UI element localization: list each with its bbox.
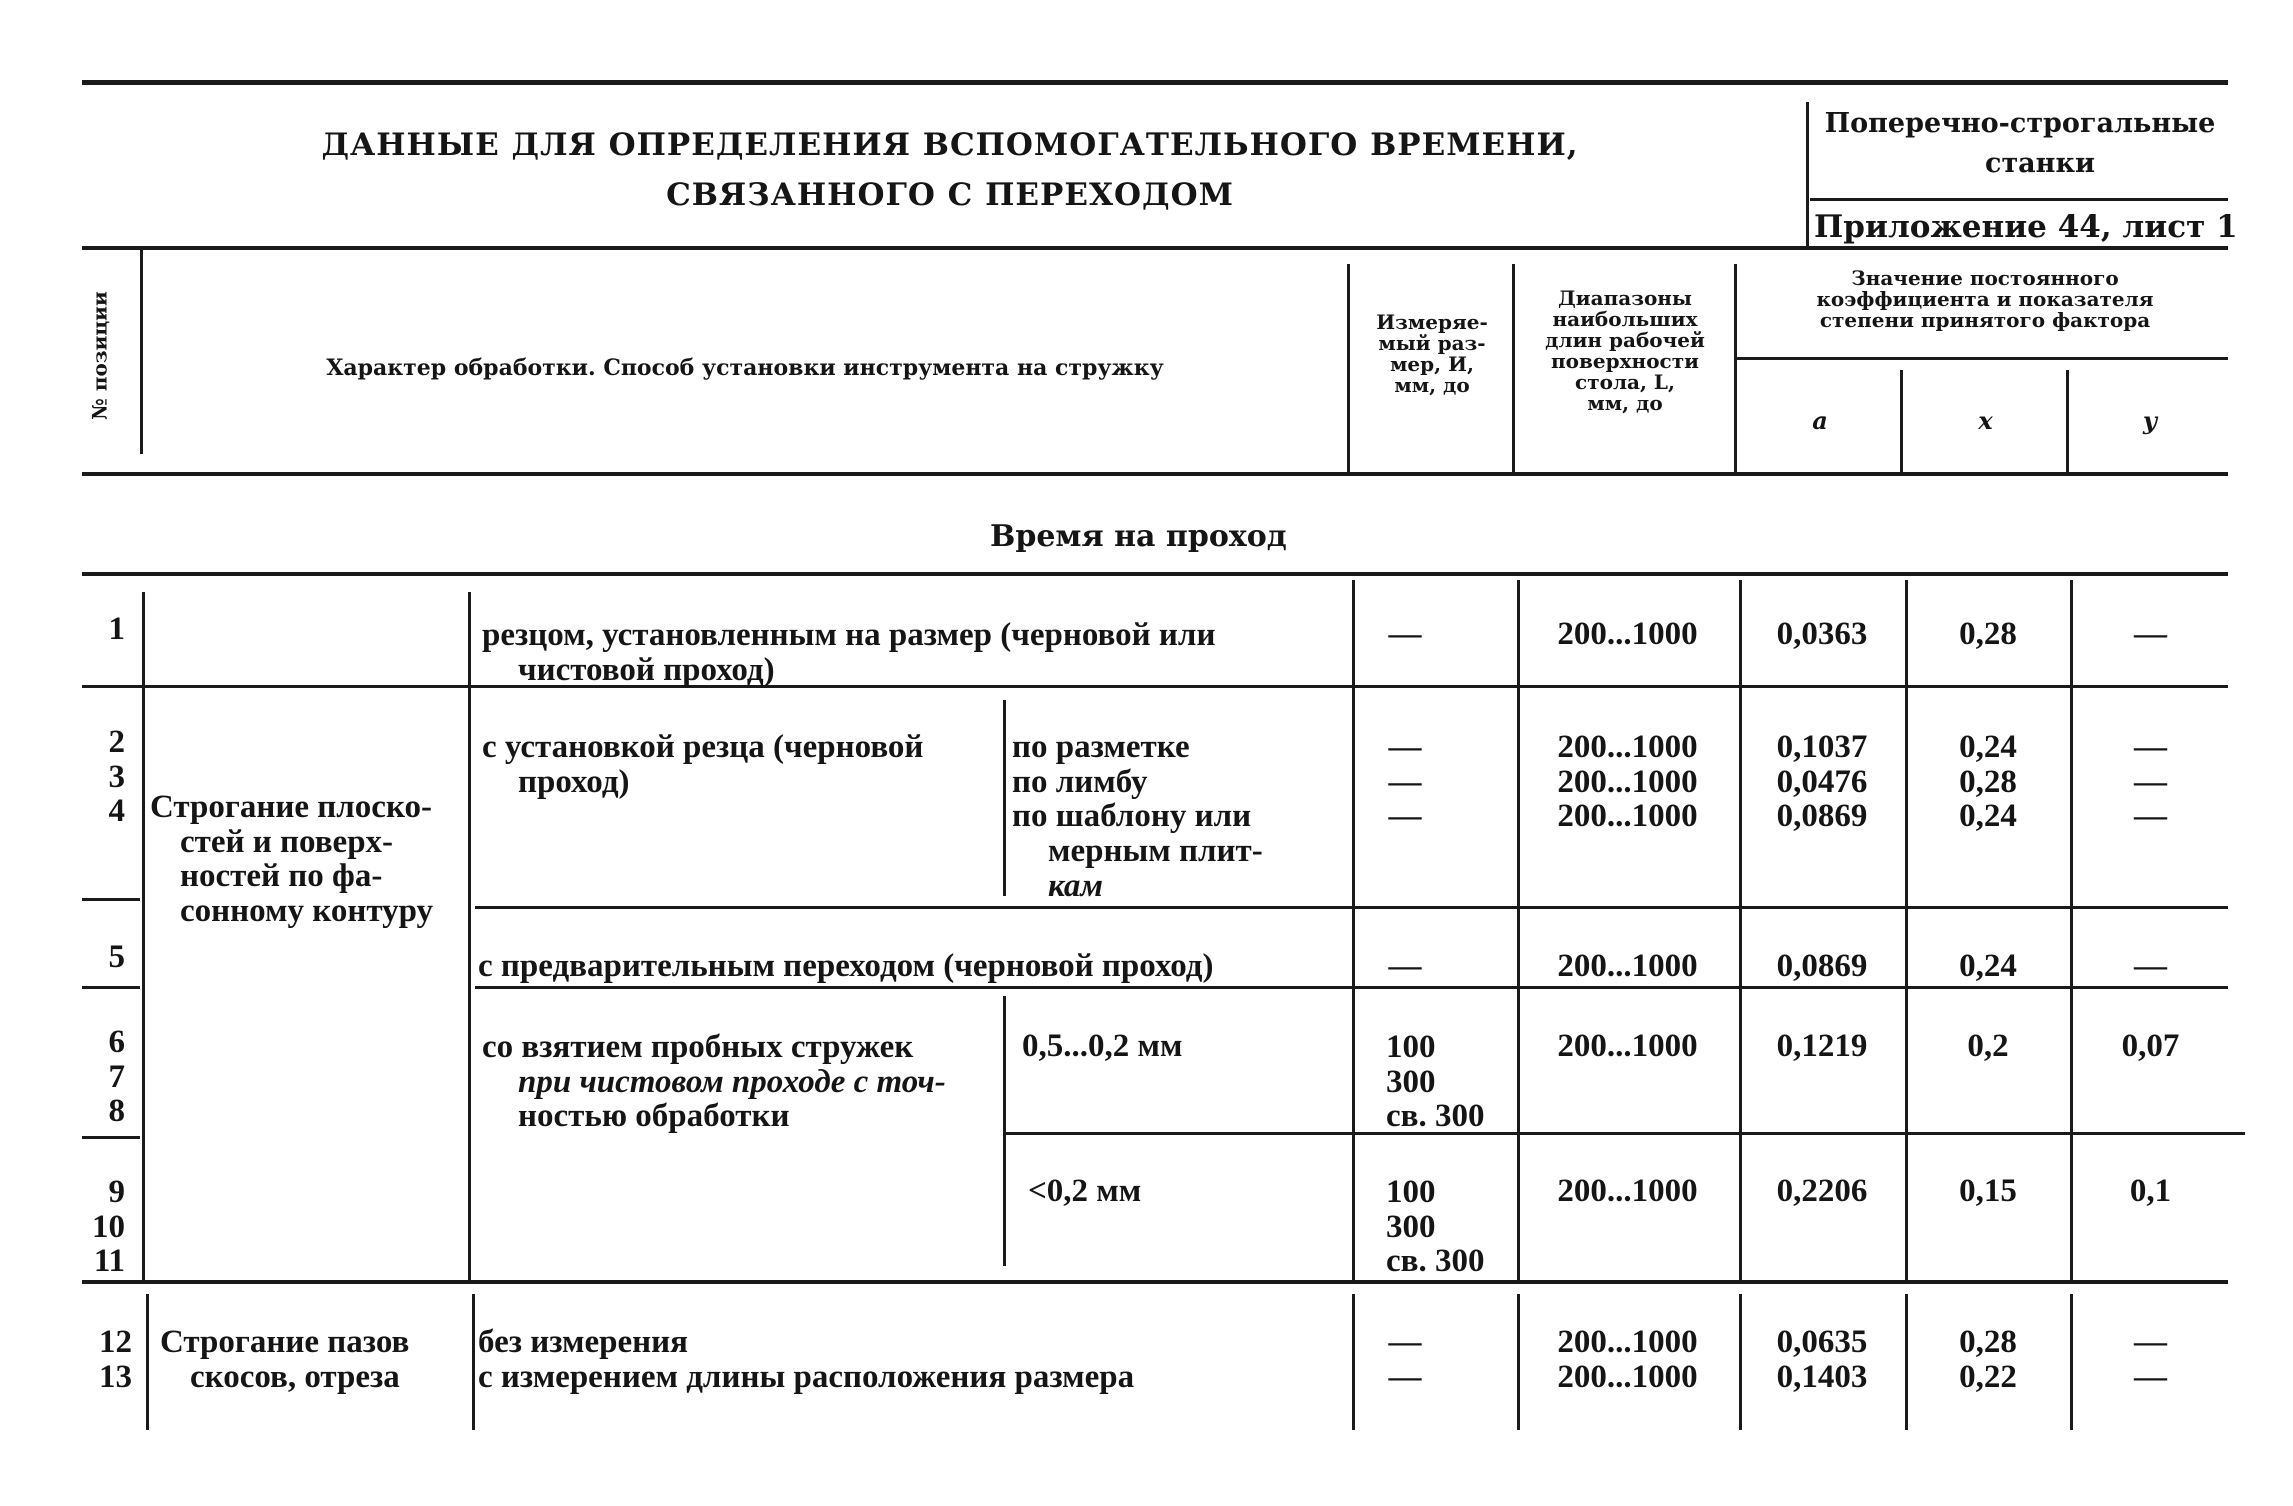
row-1-method: резцом, установленным на размер (черновой или чистовой проход) xyxy=(482,617,1216,688)
rows-6-8-y: 0,07 xyxy=(2121,1028,2180,1064)
row-1-x: 0,28 xyxy=(1959,616,2017,652)
group2-label: Строгание пазов скосов, отреза xyxy=(160,1324,410,1395)
row-5-y: — xyxy=(2134,948,2167,984)
body-vrule-measured xyxy=(1352,580,1355,1282)
body-vrule-pos xyxy=(142,592,145,1282)
rows-9-11-measured: 100 300 св. 300 xyxy=(1386,1174,1485,1280)
rows-2-4-y: — — — xyxy=(2134,729,2167,835)
rows-9-11-y: 0,1 xyxy=(2129,1173,2172,1209)
rows-9-11-sub: <0,2 мм xyxy=(1028,1173,1142,1209)
section-bottom-rule xyxy=(82,572,2228,576)
body-vrule-sub xyxy=(1003,700,1006,896)
header-coef-group: Значение постоянного коэффициента и показателя степени принятого фактора xyxy=(1816,266,2154,332)
rows-6-8-positions: 6 7 8 xyxy=(108,1024,125,1130)
row-5-x: 0,24 xyxy=(1959,948,2017,984)
section-title: Время на проход xyxy=(990,519,1287,554)
rows-2-4-sub: по разметке по лимбу по шаблону или мерным плит- кам xyxy=(1012,729,1263,904)
header-vrule-1 xyxy=(140,248,143,454)
rule-after-rows-6-8-right xyxy=(1005,1132,2245,1135)
rows-2-4-range: 200...1000 200...1000 200...1000 xyxy=(1557,729,1698,835)
bottom-vrule-group xyxy=(472,1294,475,1430)
header-col-y: y xyxy=(2143,406,2157,435)
row-1-position: 1 xyxy=(108,611,125,647)
rows-2-4-a: 0,1037 0,0476 0,0869 xyxy=(1776,729,1868,835)
machine-type-line-1: Поперечно-строгальные xyxy=(1824,108,2216,139)
rows-6-8-a: 0,1219 xyxy=(1776,1028,1868,1064)
rows-6-8-x: 0,2 xyxy=(1967,1028,2009,1064)
header-measured: Измеряе- мый раз- мер, И, мм, до xyxy=(1376,310,1488,397)
bottom-vrule-pos xyxy=(146,1294,149,1430)
header-vrule-2 xyxy=(1347,264,1350,472)
group1-label: Строгание плоско- стей и поверх- ностей по фа- сонному контуру xyxy=(150,789,434,929)
row-1-range: 200...1000 xyxy=(1557,616,1698,652)
machine-type-line-2: станки xyxy=(1985,148,2095,179)
title-line-2: СВЯЗАННОГО С ПЕРЕХОДОМ xyxy=(666,177,1234,213)
header-ranges: Диапазоны наибольших длин рабочей поверхности стола, L, мм, до xyxy=(1545,286,1705,415)
corner-left-rule xyxy=(1806,102,1809,248)
rows-6-8-sub: 0,5...0,2 мм xyxy=(1022,1028,1183,1064)
rows-12-13-measured: — — xyxy=(1388,1324,1422,1395)
rows-2-4-x: 0,24 0,28 0,24 xyxy=(1959,729,2017,835)
rows-2-4-measured: — — — xyxy=(1388,729,1422,835)
rule-after-rows-2-4 xyxy=(82,898,140,901)
rule-after-row-5 xyxy=(82,986,140,989)
appendix-label: Приложение 44, лист 1 xyxy=(1814,209,2238,245)
header-character: Характер обработки. Способ установки инструмента на стружку xyxy=(326,355,1164,381)
header-position-no: № позиции xyxy=(87,291,112,420)
header-bottom-rule xyxy=(82,472,2228,476)
rows-9-11-range: 200...1000 xyxy=(1557,1173,1698,1209)
header-col-a: a xyxy=(1812,406,1828,435)
rows-12-13-y: — — xyxy=(2134,1324,2167,1395)
row-5-measured: — xyxy=(1388,948,1422,984)
row-5-position: 5 xyxy=(108,939,125,975)
body-vrule-group xyxy=(468,592,471,1282)
rows-9-11-a: 0,2206 xyxy=(1776,1173,1868,1209)
rows-9-11-positions: 9 10 11 xyxy=(92,1174,125,1280)
rows-6-8-range: 200...1000 xyxy=(1557,1028,1698,1064)
corner-divider-rule xyxy=(1810,198,2228,201)
rows-6-11-method: со взятием пробных стружек при чистовом проходе с точ- ностью обработки xyxy=(482,1029,946,1135)
row-5-range: 200...1000 xyxy=(1557,948,1698,984)
row-5-method: с предварительным переходом (черновой проход) xyxy=(478,948,1214,984)
rows-12-13-range: 200...1000 200...1000 xyxy=(1557,1324,1698,1395)
body-vrule-sub-2 xyxy=(1003,996,1006,1266)
top-rule xyxy=(82,80,2228,85)
row-1-measured: — xyxy=(1388,616,1422,652)
title-bottom-rule xyxy=(82,246,2228,250)
rows-12-13-a: 0,0635 0,1403 xyxy=(1776,1324,1868,1395)
rows-12-13-positions: 12 13 xyxy=(99,1324,132,1395)
rows-6-8-measured: 100 300 св. 300 xyxy=(1386,1029,1485,1135)
rows-2-4-positions: 2 3 4 xyxy=(108,724,125,830)
rows-12-13-x: 0,28 0,22 xyxy=(1959,1324,2017,1395)
row-5-a: 0,0869 xyxy=(1776,948,1868,984)
rows-12-13-method: без измерения с измерением длины расположения размера xyxy=(478,1324,1135,1395)
title-line-1: ДАННЫЕ ДЛЯ ОПРЕДЕЛЕНИЯ ВСПОМОГАТЕЛЬНОГО ВРЕМЕНИ, xyxy=(321,127,1579,163)
header-col-x: x xyxy=(1978,406,1993,435)
row-1-a: 0,0363 xyxy=(1776,616,1868,652)
rule-after-rows-6-8 xyxy=(82,1136,140,1139)
rows-2-4-method: с установкой резца (черновой проход) xyxy=(482,729,924,800)
rows-9-11-x: 0,15 xyxy=(1959,1173,2017,1209)
row-1-y: — xyxy=(2134,616,2167,652)
coef-subheader-rule xyxy=(1737,357,2228,360)
